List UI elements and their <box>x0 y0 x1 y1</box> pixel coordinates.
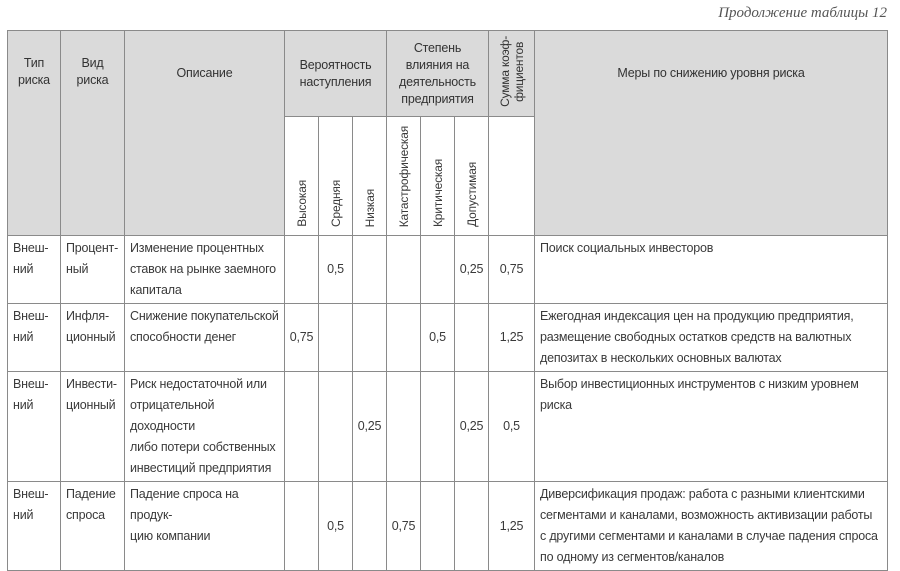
subheader-prob-mid <box>319 117 353 236</box>
cell-prob-high <box>285 482 319 571</box>
cell-prob-high: 0,75 <box>285 304 319 372</box>
cell-description <box>125 372 285 482</box>
cell-inf-cat <box>387 372 421 482</box>
cell-measures-line: Поиск социальных инвесторов <box>540 241 714 255</box>
cell-kind-line: Падение <box>66 487 116 501</box>
cell-description-line: капитала <box>130 283 182 297</box>
table-row <box>8 372 888 482</box>
cell-prob-mid <box>319 304 353 372</box>
cell-description <box>125 236 285 304</box>
table-row <box>8 304 888 372</box>
cell-prob-high <box>285 372 319 482</box>
cell-measures-line: с другими сегментами и каналами в случае падения спроса <box>540 529 878 543</box>
header-influence <box>387 31 489 117</box>
cell-sum: 1,25 <box>489 304 535 372</box>
header-measures <box>535 31 888 236</box>
cell-inf-crit <box>421 372 455 482</box>
cell-kind-line: Инфля- <box>66 309 109 323</box>
subheader-prob-low-text: Низкая <box>362 188 377 227</box>
header-influence-text: Степень влияния на деятельность предприятия <box>399 40 476 106</box>
cell-description-line: либо потери собственных <box>130 440 276 454</box>
cell-type <box>8 304 61 372</box>
subheader-prob-high-text: Высокая <box>294 180 309 227</box>
cell-sum: 0,5 <box>489 372 535 482</box>
cell-prob-low <box>353 482 387 571</box>
cell-description-line: ставок на рынке заемного <box>130 262 276 276</box>
cell-type-line: ний <box>13 398 34 412</box>
cell-kind-line: ционный <box>66 398 116 412</box>
cell-measures-line: Ежегодная индексация цен на продукцию предприятия, <box>540 309 854 323</box>
subheader-inf-crit-text: Критическая <box>430 159 445 227</box>
cell-type-line: ний <box>13 508 34 522</box>
cell-measures-line: сегментами и каналами, возможность активизации работы <box>540 508 873 522</box>
table-row <box>8 482 888 571</box>
header-sum-line2: фициентов <box>511 40 526 102</box>
cell-description-line: Снижение покупательской <box>130 309 279 323</box>
cell-measures-line: Диверсификация продаж: работа с разными клиентскими <box>540 487 865 501</box>
cell-prob-mid <box>319 372 353 482</box>
subheader-inf-ok-text: Допустимая <box>464 162 479 227</box>
cell-type-line: Внеш- <box>13 487 49 501</box>
header-sum-text <box>498 36 526 107</box>
cell-inf-ok: 0,25 <box>455 236 489 304</box>
cell-prob-mid: 0,5 <box>319 482 353 571</box>
cell-kind-line: ционный <box>66 330 116 344</box>
cell-description-line: Риск недостаточной или <box>130 377 267 391</box>
cell-type <box>8 236 61 304</box>
subheader-prob-high <box>285 117 319 236</box>
cell-prob-mid: 0,5 <box>319 236 353 304</box>
cell-measures-line: по одному из сегментов/каналов <box>540 550 725 564</box>
cell-inf-ok <box>455 482 489 571</box>
cell-measures-line: депозитах в нескольких основных валютах <box>540 351 782 365</box>
header-kind <box>61 31 125 236</box>
cell-inf-cat <box>387 236 421 304</box>
cell-description-line: Падение спроса на продук- <box>130 487 239 522</box>
header-description <box>125 31 285 236</box>
header-type-text: Тип риска <box>18 56 50 87</box>
cell-inf-ok <box>455 304 489 372</box>
header-type <box>8 31 61 236</box>
header-measures-text: Меры по снижению уровня риска <box>617 66 805 80</box>
cell-inf-ok: 0,25 <box>455 372 489 482</box>
cell-description-line: инвестиций предприятия <box>130 461 272 475</box>
cell-kind <box>61 372 125 482</box>
cell-measures <box>535 236 888 304</box>
cell-description-line: отрицательной доходности <box>130 398 215 433</box>
header-kind-text: Вид риска <box>76 56 109 87</box>
cell-type <box>8 372 61 482</box>
header-sum <box>489 31 535 117</box>
cell-type-line: ний <box>13 330 34 344</box>
header-sum-line1: Сумма коэф- <box>497 35 512 107</box>
cell-kind-line: спроса <box>66 508 105 522</box>
cell-prob-low: 0,25 <box>353 372 387 482</box>
subheader-inf-cat <box>387 117 421 236</box>
header-description-text: Описание <box>176 66 233 80</box>
cell-type-line: Внеш- <box>13 241 49 255</box>
cell-description-line: способности денег <box>130 330 237 344</box>
header-probability <box>285 31 387 117</box>
cell-kind <box>61 482 125 571</box>
cell-kind-line: Инвести- <box>66 377 117 391</box>
cell-prob-low <box>353 236 387 304</box>
cell-type-line: ний <box>13 262 34 276</box>
cell-inf-cat: 0,75 <box>387 482 421 571</box>
cell-description-line: цию компании <box>130 529 211 543</box>
cell-kind-line: ный <box>66 262 89 276</box>
cell-measures-line: Выбор инвестиционных инструментов с низким уровнем риска <box>540 377 859 412</box>
cell-inf-crit <box>421 236 455 304</box>
subheader-inf-cat-text: Катастрофическая <box>396 125 411 227</box>
table-row <box>8 236 888 304</box>
cell-type-line: Внеш- <box>13 377 49 391</box>
table-header <box>8 31 888 236</box>
subheader-inf-ok <box>455 117 489 236</box>
cell-measures-line: размещение свободных остатков средств на валютных <box>540 330 852 344</box>
subheader-prob-low <box>353 117 387 236</box>
risk-table <box>7 30 888 571</box>
subheader-inf-crit <box>421 117 455 236</box>
cell-inf-crit <box>421 482 455 571</box>
cell-description <box>125 304 285 372</box>
cell-description <box>125 482 285 571</box>
table-caption: Продолжение таблицы 12 <box>718 5 887 21</box>
cell-type <box>8 482 61 571</box>
cell-kind-line: Процент- <box>66 241 119 255</box>
cell-inf-cat <box>387 304 421 372</box>
cell-inf-crit: 0,5 <box>421 304 455 372</box>
subheader-sum-empty <box>489 117 535 236</box>
cell-kind <box>61 304 125 372</box>
cell-measures <box>535 372 888 482</box>
cell-sum: 0,75 <box>489 236 535 304</box>
subheader-prob-mid-text: Средняя <box>328 180 343 227</box>
cell-prob-high <box>285 236 319 304</box>
cell-measures <box>535 482 888 571</box>
cell-type-line: Внеш- <box>13 309 49 323</box>
table-body <box>8 236 888 571</box>
cell-sum: 1,25 <box>489 482 535 571</box>
cell-kind <box>61 236 125 304</box>
cell-measures <box>535 304 888 372</box>
cell-prob-low <box>353 304 387 372</box>
header-probability-text: Вероятность наступления <box>299 57 372 89</box>
cell-description-line: Изменение процентных <box>130 241 264 255</box>
